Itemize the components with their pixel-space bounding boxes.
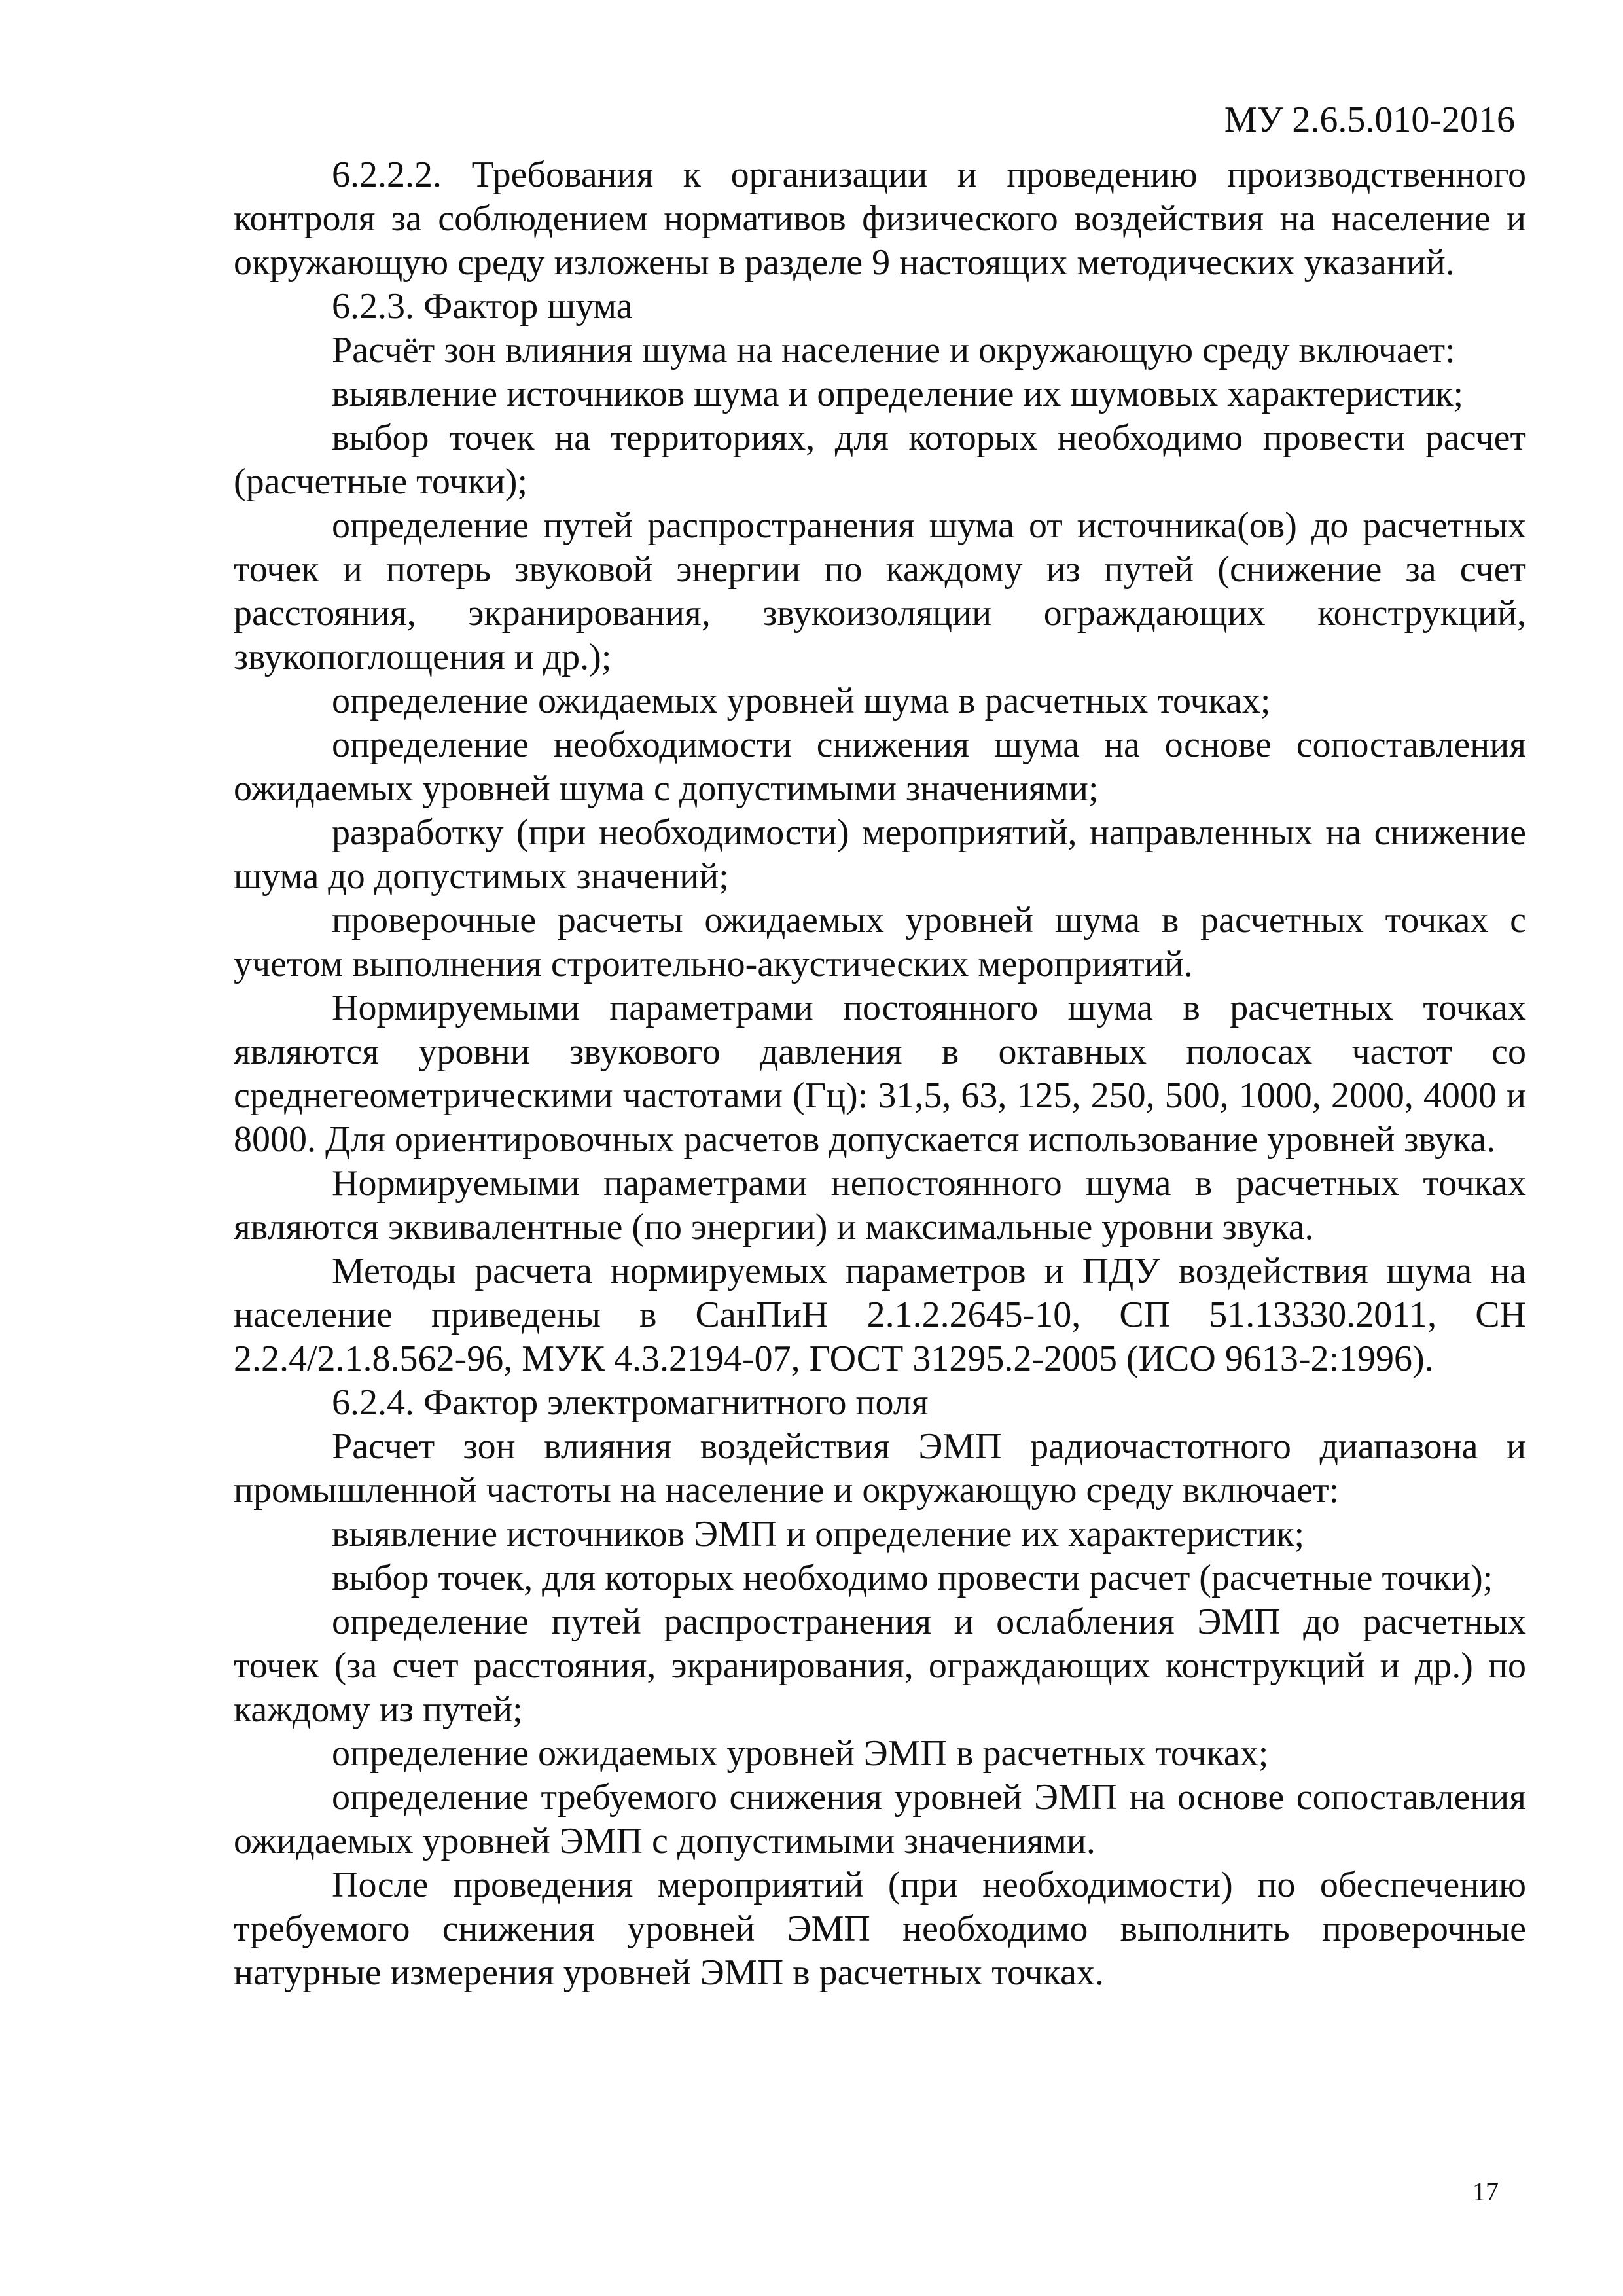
paragraph: выбор точек на территориях, для которых необходимо провести расчет (расчетные точки); bbox=[234, 418, 1526, 502]
paragraph: определение требуемого снижения уровней ЭМП на основе сопоставления ожидаемых уровней ЭМП с допустимыми значениями. bbox=[234, 1777, 1526, 1861]
paragraph: Расчет зон влияния воздействия ЭМП радиочастотного диапазона и промышленной частоты на население и окружающую среду включает: bbox=[234, 1426, 1526, 1511]
paragraph: определение путей распространения шума от источника(ов) до расчетных точек и потерь звуковой энергии по каждому из путей (снижение за счет расстояния, экранирования, звукоизоляции ограждающих конструкций, звукопоглощения и др.); bbox=[234, 505, 1526, 677]
paragraph: проверочные расчеты ожидаемых уровней шума в расчетных точках с учетом выполнения строительно-акустических мероприятий. bbox=[234, 900, 1526, 984]
paragraph: Нормируемыми параметрами постоянного шума в расчетных точках являются уровни звукового давления в октавных полосах частот со среднегеометрическими частотами (Гц): 31,5, 63, 125, 250, 500, 1000, 2000, 4000 и 8000. Для ориентировочных расчетов допускается использование уровней звука. bbox=[234, 988, 1526, 1160]
paragraph: выявление источников ЭМП и определение их характеристик; bbox=[332, 1514, 1305, 1554]
paragraph: определение ожидаемых уровней шума в расчетных точках; bbox=[332, 681, 1271, 721]
document-body bbox=[234, 153, 1526, 1995]
paragraph-6-2-2-2: 6.2.2.2. Требования к организации и проведению производственного контроля за соблюдением нормативов физического воздействия на население и окружающую среду изложены в разделе 9 настоящих методических указаний. bbox=[234, 154, 1526, 283]
paragraph: выбор точек, для которых необходимо провести расчет (расчетные точки); bbox=[332, 1558, 1493, 1598]
paragraph: Нормируемыми параметрами непостоянного шума в расчетных точках являются эквивалентные (по энергии) и максимальные уровни звука. bbox=[234, 1163, 1526, 1247]
paragraph: определение необходимости снижения шума на основе сопоставления ожидаемых уровней шума с допустимыми значениями; bbox=[234, 725, 1526, 809]
page-number: 17 bbox=[1472, 2177, 1499, 2206]
section-heading-emf: 6.2.4. Фактор электромагнитного поля bbox=[332, 1382, 929, 1423]
paragraph: Расчёт зон влияния шума на население и окружающую среду включает: bbox=[332, 330, 1455, 370]
document-code: МУ 2.6.5.010-2016 bbox=[1224, 99, 1515, 140]
paragraph: После проведения мероприятий (при необходимости) по обеспечению требуемого снижения уровней ЭМП необходимо выполнить проверочные натурные измерения уровней ЭМП в расчетных точках. bbox=[234, 1865, 1526, 1993]
paragraph: определение ожидаемых уровней ЭМП в расчетных точках; bbox=[332, 1733, 1269, 1774]
paragraph: выявление источников шума и определение их шумовых характеристик; bbox=[332, 374, 1464, 414]
paragraph: определение путей распространения и ослабления ЭМП до расчетных точек (за счет расстояния, экранирования, ограждающих конструкций и др.) по каждому из путей; bbox=[234, 1602, 1526, 1730]
section-heading-noise: 6.2.3. Фактор шума bbox=[332, 286, 633, 327]
paragraph: разработку (при необходимости) мероприятий, направленных на снижение шума до допустимых значений; bbox=[234, 812, 1526, 897]
paragraph: Методы расчета нормируемых параметров и ПДУ воздействия шума на население приведены в СанПиН 2.1.2.2645-10, СП 51.13330.2011, СН 2.2.4/2.1.8.562-96, МУК 4.3.2194-07, ГОСТ 31295.2-2005 (ИСО 9613-2:1996). bbox=[234, 1251, 1526, 1379]
